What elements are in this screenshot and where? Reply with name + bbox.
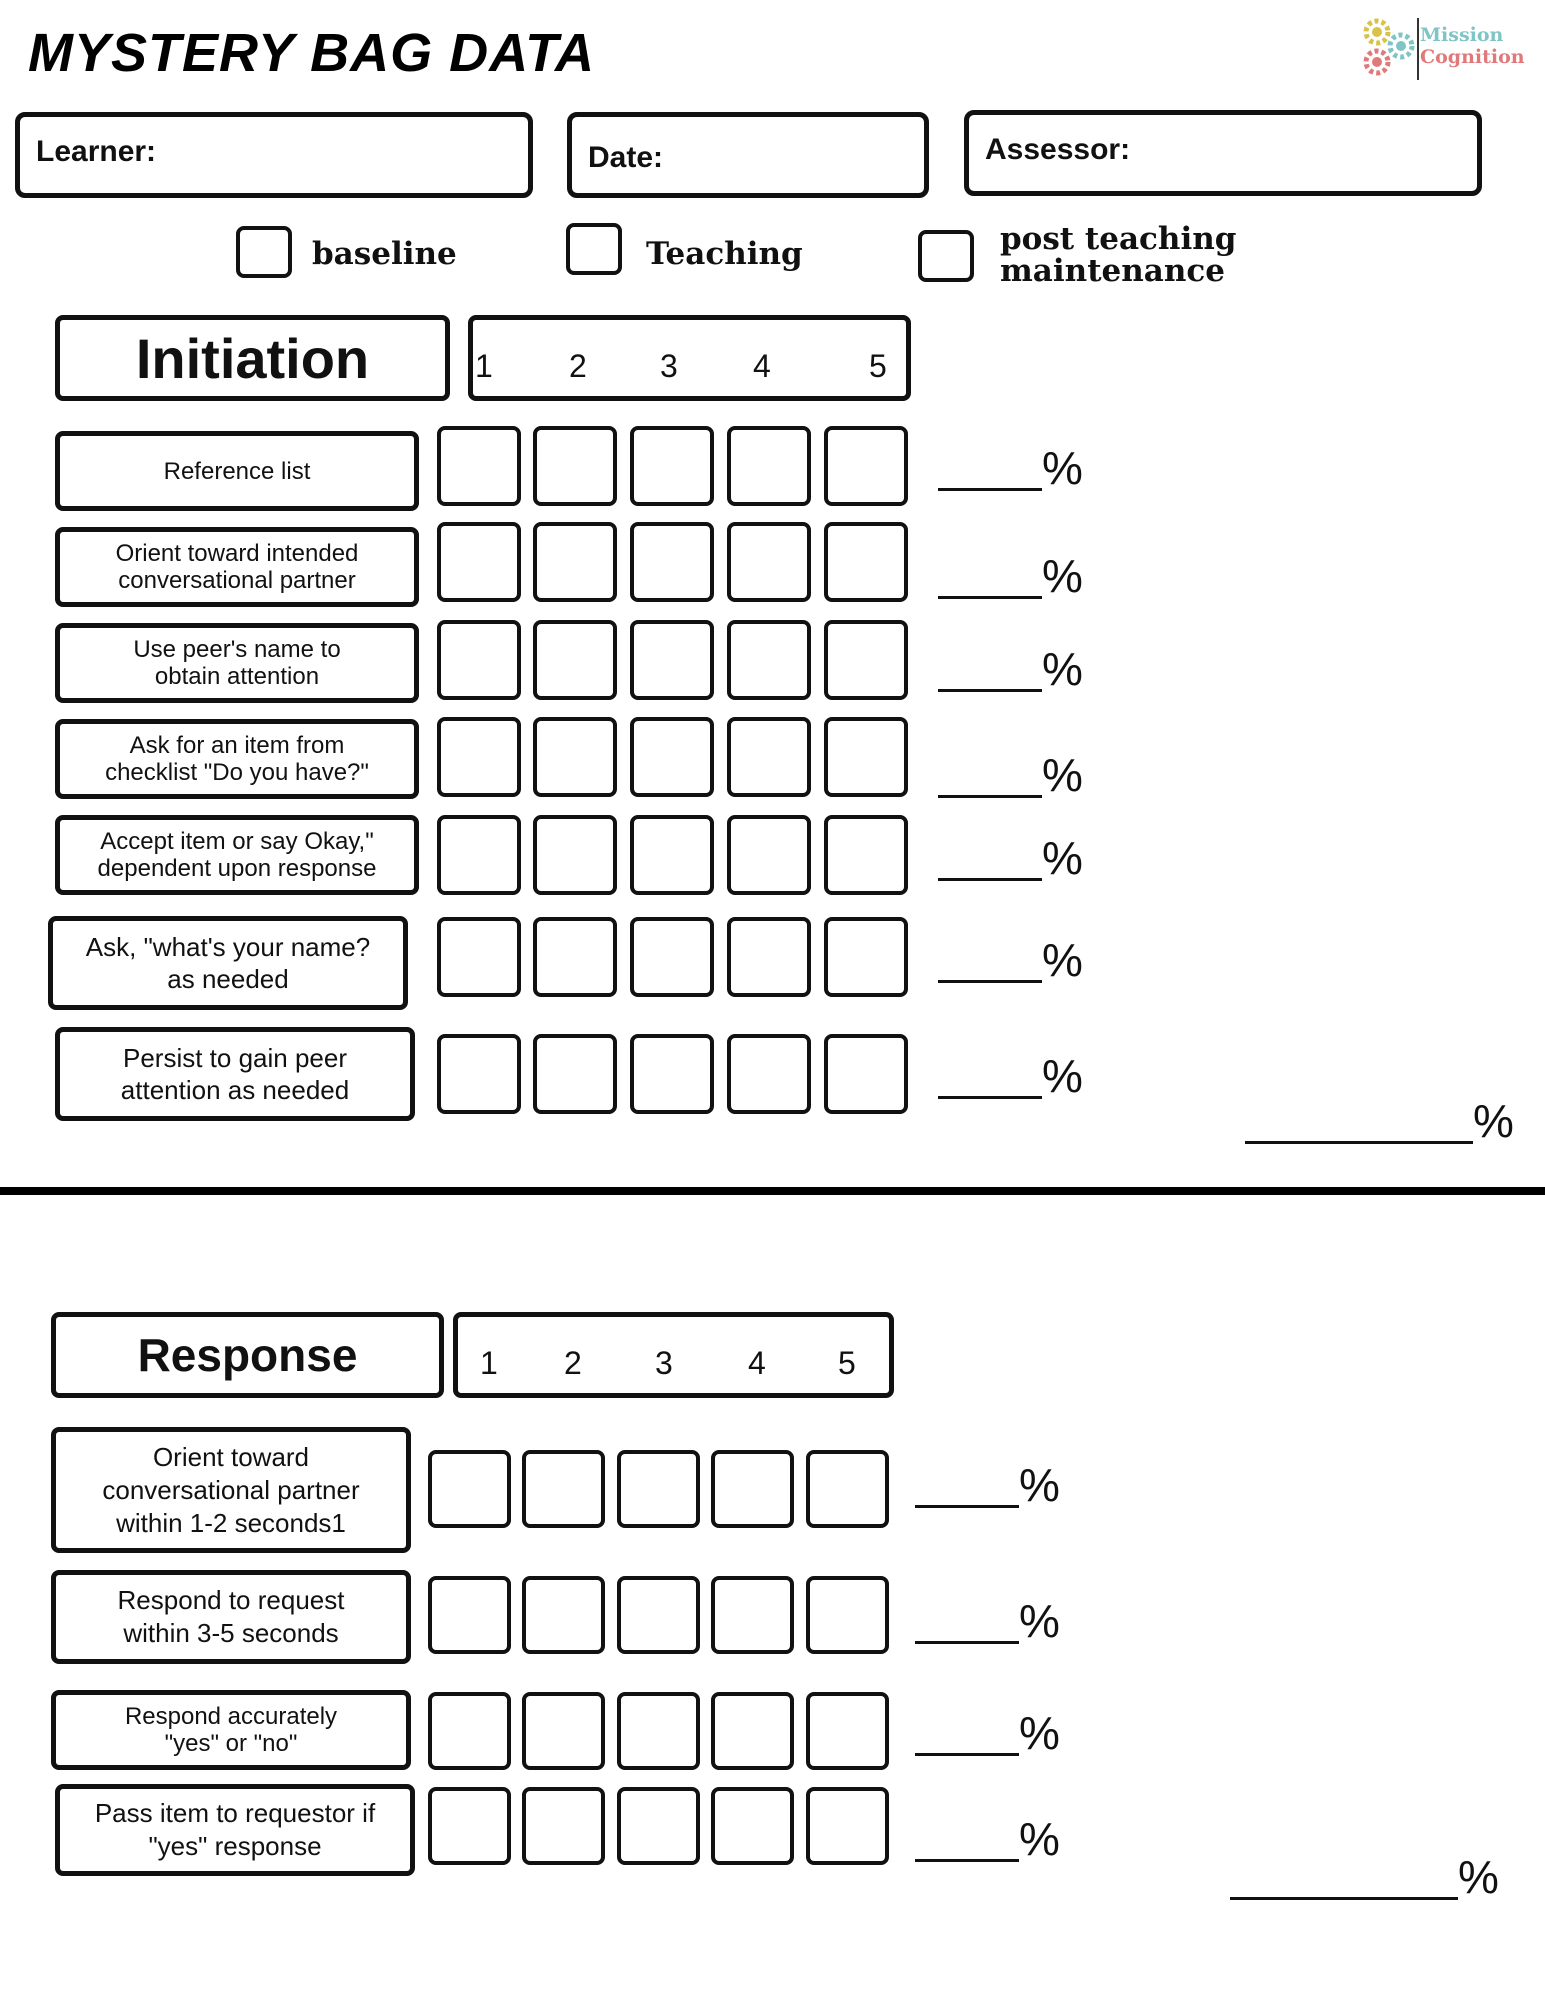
item-line-1: Pass item to requestor if: [94, 1798, 376, 1828]
response-scale: [453, 1312, 894, 1398]
percent-blank[interactable]: %: [915, 1816, 1060, 1862]
item-line-2: "yes" or "no": [164, 1730, 298, 1757]
initiation-trial-box[interactable]: [630, 917, 714, 997]
initiation-total-percent[interactable]: %: [1245, 1098, 1514, 1144]
initiation-item: [55, 719, 419, 799]
initiation-scale: [468, 315, 911, 401]
logo-line-1: Mission: [1420, 24, 1504, 46]
item-line-2: as needed: [167, 964, 289, 994]
initiation-item: [55, 815, 419, 895]
initiation-trial-box[interactable]: [727, 815, 811, 895]
response-trial-box[interactable]: [522, 1692, 605, 1770]
initiation-trial-box[interactable]: [533, 917, 617, 997]
response-total-percent[interactable]: %: [1230, 1854, 1499, 1900]
response-trial-box[interactable]: [428, 1450, 511, 1528]
percent-blank[interactable]: %: [915, 1462, 1060, 1508]
initiation-trial-box[interactable]: [437, 522, 521, 602]
response-trial-box[interactable]: [711, 1787, 794, 1865]
date-field[interactable]: [567, 112, 929, 198]
item-line-2: "yes" response: [148, 1831, 322, 1861]
response-trial-box[interactable]: [806, 1692, 889, 1770]
initiation-trial-box[interactable]: [824, 815, 908, 895]
logo-text: [1420, 24, 1525, 68]
item-line-1: Accept item or say Okay,": [100, 828, 374, 855]
response-trial-box[interactable]: [428, 1692, 511, 1770]
initiation-trial-box[interactable]: [630, 717, 714, 797]
item-line-2: conversational partner: [102, 1474, 360, 1505]
response-trial-box[interactable]: [522, 1450, 605, 1528]
response-scale-4: 4: [748, 1345, 766, 1381]
response-trial-box[interactable]: [617, 1576, 700, 1654]
initiation-item: [55, 431, 419, 511]
logo-line-2: Cognition: [1420, 46, 1525, 68]
percent-blank[interactable]: %: [938, 646, 1083, 692]
item-line-2: attention as needed: [120, 1075, 350, 1105]
post-teaching-line-2: maintenance: [1000, 253, 1226, 289]
percent-blank[interactable]: %: [938, 752, 1083, 798]
item-line-2: conversational partner: [118, 567, 356, 594]
initiation-trial-box[interactable]: [630, 522, 714, 602]
initiation-trial-box[interactable]: [437, 620, 521, 700]
initiation-trial-box[interactable]: [727, 426, 811, 506]
item-line-1: Respond accurately: [124, 1703, 338, 1730]
initiation-trial-box[interactable]: [824, 1034, 908, 1114]
response-item: [55, 1784, 415, 1876]
initiation-trial-box[interactable]: [533, 426, 617, 506]
item-line-1: Persist to gain peer: [122, 1043, 347, 1073]
post-teaching-label: [1000, 223, 1236, 287]
percent-blank[interactable]: %: [938, 937, 1083, 983]
initiation-trial-box[interactable]: [533, 522, 617, 602]
gears-icon: [1355, 14, 1425, 84]
item-line-2: checklist "Do you have?": [105, 759, 369, 786]
percent-blank[interactable]: %: [938, 835, 1083, 881]
response-trial-box[interactable]: [711, 1692, 794, 1770]
assessor-label: Assessor:: [985, 133, 1131, 166]
initiation-trial-box[interactable]: [630, 815, 714, 895]
response-trial-box[interactable]: [711, 1450, 794, 1528]
initiation-scale-3: 3: [660, 348, 678, 384]
baseline-checkbox[interactable]: [236, 226, 292, 278]
page-title: MYSTERY BAG DATA: [28, 23, 596, 83]
response-scale-3: 3: [655, 1345, 673, 1381]
item-line-1: Use peer's name to: [133, 636, 341, 663]
initiation-trial-box[interactable]: [727, 917, 811, 997]
response-trial-box[interactable]: [806, 1787, 889, 1865]
response-trial-box[interactable]: [806, 1450, 889, 1528]
item-line-2: within 3-5 seconds: [123, 1618, 339, 1648]
item-line-2: obtain attention: [154, 663, 320, 690]
item-line-2: dependent upon response: [97, 855, 377, 882]
initiation-scale-2: 2: [569, 348, 587, 384]
response-title: Response: [51, 1312, 444, 1398]
response-scale-1: 1: [480, 1345, 498, 1381]
response-trial-box[interactable]: [428, 1787, 511, 1865]
item-line-3: within 1-2 seconds1: [116, 1507, 346, 1538]
initiation-scale-4: 4: [753, 348, 771, 384]
percent-blank[interactable]: %: [938, 1053, 1083, 1099]
response-trial-box[interactable]: [522, 1787, 605, 1865]
initiation-trial-box[interactable]: [630, 1034, 714, 1114]
response-item: [51, 1427, 411, 1553]
response-trial-box[interactable]: [617, 1787, 700, 1865]
initiation-scale-5: 5: [869, 348, 887, 384]
item-line-1: Respond to request: [117, 1585, 345, 1615]
initiation-trial-box[interactable]: [437, 717, 521, 797]
post-teaching-checkbox[interactable]: [918, 230, 974, 282]
initiation-trial-box[interactable]: [824, 917, 908, 997]
percent-blank[interactable]: %: [915, 1598, 1060, 1644]
item-line-1: Orient toward: [152, 1441, 310, 1472]
assessor-field[interactable]: [964, 110, 1482, 196]
initiation-item: [55, 623, 419, 703]
date-label: Date:: [588, 141, 664, 174]
initiation-item: [48, 916, 408, 1010]
logo-divider: [1417, 18, 1419, 80]
percent-blank[interactable]: %: [938, 553, 1083, 599]
initiation-trial-box[interactable]: [437, 917, 521, 997]
response-trial-box[interactable]: [711, 1576, 794, 1654]
teaching-checkbox[interactable]: [566, 223, 622, 275]
percent-blank[interactable]: %: [915, 1710, 1060, 1756]
initiation-trial-box[interactable]: [824, 426, 908, 506]
initiation-trial-box[interactable]: [727, 522, 811, 602]
initiation-title: Initiation: [55, 315, 450, 401]
initiation-trial-box[interactable]: [533, 620, 617, 700]
response-scale-2: 2: [564, 1345, 582, 1381]
initiation-trial-box[interactable]: [437, 426, 521, 506]
baseline-label: baseline: [312, 236, 457, 272]
initiation-trial-box[interactable]: [533, 815, 617, 895]
item-line-1: Orient toward intended: [115, 540, 359, 567]
percent-blank[interactable]: %: [938, 445, 1083, 491]
response-item: [51, 1570, 411, 1664]
initiation-trial-box[interactable]: [727, 717, 811, 797]
initiation-trial-box[interactable]: [630, 426, 714, 506]
initiation-trial-box[interactable]: [824, 620, 908, 700]
initiation-trial-box[interactable]: [727, 620, 811, 700]
response-trial-box[interactable]: [428, 1576, 511, 1654]
initiation-trial-box[interactable]: [437, 815, 521, 895]
item-line-1: Reference list: [163, 457, 311, 485]
item-line-1: Ask, "what's your name?: [85, 932, 371, 962]
post-teaching-line-1: post teaching: [1000, 221, 1237, 257]
learner-label: Learner:: [36, 135, 157, 168]
item-line-1: Ask for an item from: [129, 732, 345, 759]
initiation-trial-box[interactable]: [437, 1034, 521, 1114]
initiation-trial-box[interactable]: [824, 717, 908, 797]
initiation-scale-1: 1: [475, 348, 493, 384]
response-trial-box[interactable]: [522, 1576, 605, 1654]
response-trial-box[interactable]: [806, 1576, 889, 1654]
teaching-label: Teaching: [646, 236, 803, 272]
section-divider: [0, 1187, 1545, 1195]
response-scale-5: 5: [838, 1345, 856, 1381]
initiation-trial-box[interactable]: [533, 717, 617, 797]
response-item: [51, 1690, 411, 1770]
initiation-trial-box[interactable]: [824, 522, 908, 602]
initiation-trial-box[interactable]: [630, 620, 714, 700]
response-trial-box[interactable]: [617, 1692, 700, 1770]
initiation-item: [55, 1027, 415, 1121]
learner-field[interactable]: [15, 112, 533, 198]
initiation-trial-box[interactable]: [727, 1034, 811, 1114]
response-trial-box[interactable]: [617, 1450, 700, 1528]
initiation-item: [55, 527, 419, 607]
initiation-trial-box[interactable]: [533, 1034, 617, 1114]
